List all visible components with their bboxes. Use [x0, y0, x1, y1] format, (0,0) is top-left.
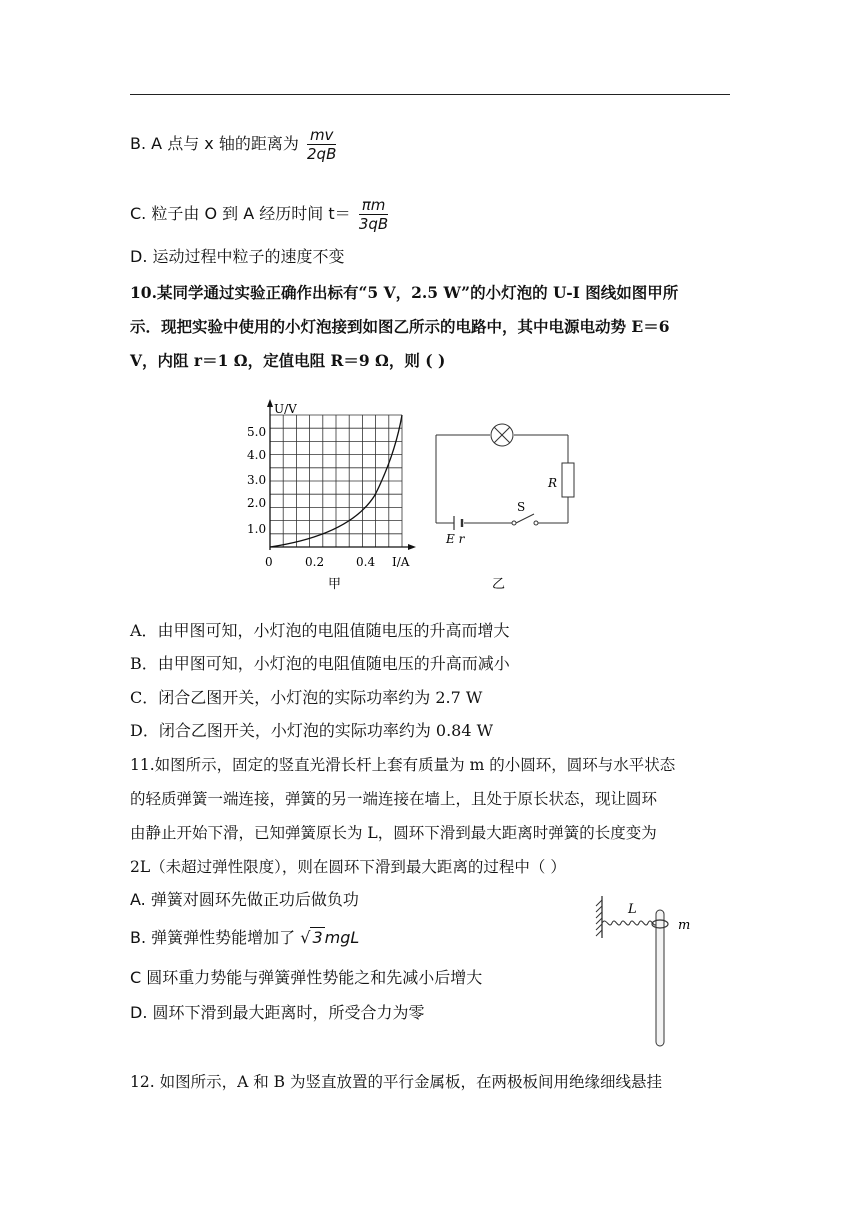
q10-option-b: B．由甲图可知，小灯泡的电阻值随电压的升高而减小 [130, 654, 510, 673]
q11-line3: 由静止开始下滑，已知弹簧原长为 L，圆环下滑到最大距离时弹簧的长度变为 [130, 824, 657, 842]
x-axis-label: I/A [392, 555, 410, 569]
label-L: L [628, 902, 637, 917]
x-tick-1: 0.2 [305, 555, 325, 569]
option-b-text: A 点与 x 轴的距离为 [151, 134, 299, 153]
option-d-text: 运动过程中粒子的速度不变 [152, 247, 345, 266]
q10-line2: 示．现把实验中使用的小灯泡接到如图乙所示的电路中，其中电源电动势 E＝6 [130, 317, 670, 336]
switch-contact [534, 521, 538, 525]
header-rule [130, 94, 730, 95]
option-b: B. A 点与 x 轴的距离为 $\frac{mv}{2qB}$ [130, 126, 337, 163]
battery-icon [454, 516, 462, 530]
label-S: S [517, 500, 526, 514]
y-tick-4: 4.0 [247, 448, 267, 462]
spring-icon [602, 921, 657, 925]
q12-line1: 12. 如图所示，A 和 B 为竖直放置的平行金属板，在两极板间用绝缘细线悬挂 [130, 1073, 662, 1091]
q11-option-b: B. 弹簧弹性势能增加了 √ 3 mgL [130, 928, 360, 947]
sqrt-3mgL: √ 3 mgL [300, 928, 360, 947]
rod [656, 910, 664, 1046]
fraction-mv-2qB: $\frac{mv}{2qB}$ [307, 126, 337, 163]
q11-option-a: A. 弹簧对圆环先做正功后做负功 [130, 890, 359, 909]
option-d: D. 运动过程中粒子的速度不变 [130, 247, 345, 266]
option-c-text: 粒子由 O 到 A 经历时间 t＝ [151, 204, 351, 223]
q11-line2: 的轻质弹簧一端连接，弹簧的另一端连接在墙上，且处于原长状态，现让圆环 [130, 790, 658, 808]
y-tick-5: 5.0 [247, 425, 267, 439]
y-tick-3: 3.0 [247, 473, 267, 487]
caption-jia: 甲 [328, 577, 342, 592]
label-Er: E r [446, 532, 465, 546]
q10-line3: V，内阻 r＝1 Ω，定值电阻 R＝9 Ω，则 ( ) [130, 351, 446, 370]
q11-line4: 2L（未超过弹性限度），则在圆环下滑到最大距离的过程中（ ） [130, 858, 566, 876]
y-tick-2: 2.0 [247, 496, 267, 510]
caption-yi: 乙 [492, 577, 506, 592]
y-axis-arrow [267, 399, 273, 407]
switch-contact [512, 521, 516, 525]
q11-option-c: C 圆环重力势能与弹簧弹性势能之和先减小后增大 [130, 968, 483, 987]
y-tick-1: 1.0 [247, 522, 267, 536]
option-c: C. 粒子由 O 到 A 经历时间 t＝ $\frac{\pi m}{3qB}$ [130, 196, 389, 233]
lamp-icon [491, 424, 513, 446]
q10-line1: 10.某同学通过实验正确作出标有“5 V，2.5 W”的小灯泡的 U-I 图线如图甲所 [130, 283, 679, 302]
q10-option-d: D．闭合乙图开关，小灯泡的实际功率约为 0.84 W [130, 721, 494, 740]
q11-figure [590, 890, 710, 1050]
q10-figure [240, 395, 580, 595]
x-tick-0: 0 [265, 555, 273, 569]
x-tick-2: 0.4 [356, 555, 376, 569]
q11-option-d: D. 圆环下滑到最大距离时，所受合力为零 [130, 1003, 425, 1022]
q11-line1: 11.如图所示，固定的竖直光滑长杆上套有质量为 m 的小圆环，圆环与水平状态 [130, 756, 676, 774]
fraction-pim-3qB: $\frac{\pi m}{3qB}$ [358, 196, 389, 233]
resistor-icon [562, 463, 574, 497]
label-m: m [678, 918, 691, 933]
q10-option-c: C．闭合乙图开关，小灯泡的实际功率约为 2.7 W [130, 688, 483, 707]
label-R: R [548, 476, 558, 490]
q10-option-a: A．由甲图可知，小灯泡的电阻值随电压的升高而增大 [130, 621, 510, 640]
x-axis-arrow [408, 544, 416, 550]
wall-hatch [596, 900, 602, 936]
y-axis-label: U/V [274, 402, 297, 416]
